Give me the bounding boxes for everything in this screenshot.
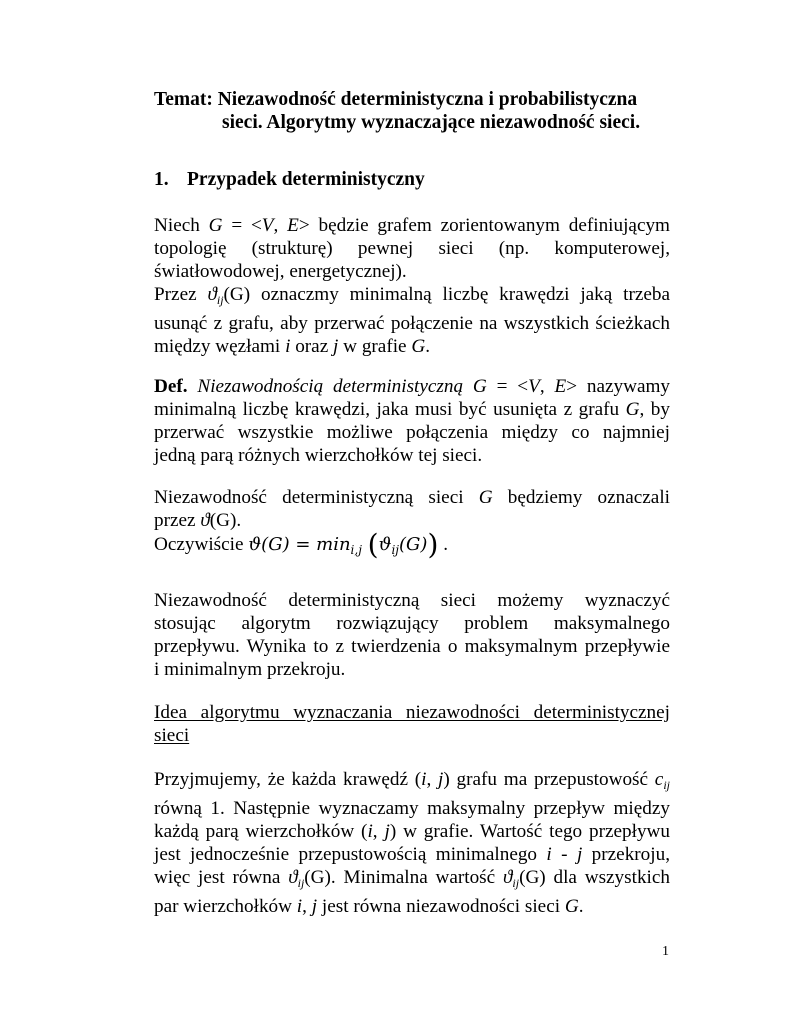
algorithm-line-2: równą 1. Następnie wyznaczamy maksymalny przepływ między xyxy=(154,798,670,819)
paragraph-intro xyxy=(154,214,670,358)
notation-line-1: Niezawodność deterministyczną sieci G będziemy oznaczali xyxy=(154,487,670,508)
formula-line: Oczywiście $ϑ(G) = \min_{i,j} (ϑ_{ij}(G))$ . xyxy=(154,528,448,561)
title-line-1: Temat: Niezawodność deterministyczna i probabilistyczna xyxy=(154,89,638,110)
page-number: 1 xyxy=(662,944,669,959)
max-flow-line-2: stosując algorytm rozwiązujący problem maksymalnego xyxy=(154,613,670,634)
algorithm-line-6: par wierzchołków i, j jest równa niezawodności sieci G. xyxy=(154,896,584,917)
algorithm-line-3: każdą parą wierzchołków (i, j) w grafie. Wartość tego przepływu xyxy=(154,821,671,842)
paragraph-max-flow xyxy=(154,589,670,681)
subheading-idea xyxy=(154,701,670,747)
idea-line-2: sieci xyxy=(154,725,190,746)
max-flow-line-1: Niezawodność deterministyczną sieci możemy wyznaczyć xyxy=(154,590,670,611)
definition-line-1: Def. Niezawodnością deterministyczną G = <V, E> nazywamy xyxy=(154,376,670,397)
intro-line-6: między węzłami i oraz j w grafie G. xyxy=(154,336,431,357)
definition-line-3: przerwać wszystkie możliwe połączenia między co najmniej xyxy=(154,422,670,443)
intro-line-2: topologię (strukturę) pewnej sieci (np. komputerowej, xyxy=(154,238,670,259)
max-flow-line-3: przepływu. Wynika to z twierdzenia o maksymalnym przepływie xyxy=(154,636,670,657)
paragraph-notation xyxy=(154,486,670,562)
max-flow-line-4: i minimalnym przekroju. xyxy=(154,659,346,680)
definition xyxy=(154,375,670,467)
formula: $ϑ(G) = \min_{i,j} (ϑ_{ij}(G))$ xyxy=(248,528,439,561)
title-line-2: sieci. Algorytmy wyznaczające niezawodność sieci. xyxy=(222,112,641,133)
section-number: 1. xyxy=(154,169,169,190)
document-title xyxy=(154,88,640,134)
section-title: Przypadek deterministyczny xyxy=(187,169,425,190)
paragraph-algorithm xyxy=(154,768,670,918)
definition-line-2: minimalną liczbę krawędzi, jaka musi być usunięta z grafu G, by xyxy=(154,399,670,420)
notation-line-2: przez ϑ(G). xyxy=(154,510,242,531)
algorithm-line-5: więc jest równa $ϑ_{ij}(G)$. Minimalna wartość $ϑ_{ij}(G)$ dla wszystkich xyxy=(154,867,670,890)
definition-label: Def. xyxy=(154,376,188,397)
algorithm-line-1: Przyjmujemy, że każda krawędź (i, j) grafu ma przepustowość $c_{ij}$ xyxy=(154,769,670,792)
intro-line-4: Przez $ϑ_{ij}(G)$ oznaczmy minimalną liczbę krawędzi jaką trzeba xyxy=(154,284,670,307)
section-heading xyxy=(154,169,425,191)
intro-line-3: światłowodowej, energetycznej). xyxy=(154,261,407,282)
algorithm-line-4: jest jednocześnie przepustowością minimalnego i - j przekroju, xyxy=(154,844,670,865)
intro-line-5: usunąć z grafu, aby przerwać połączenie na wszystkich ścieżkach xyxy=(154,313,670,334)
intro-line-1: Niech G = <V, E> będzie grafem zorientowanym definiującym xyxy=(154,215,670,236)
definition-line-4: jedną parą różnych wierzchołków tej sieci. xyxy=(154,445,483,466)
idea-line-1: Idea algorytmu wyznaczania niezawodności deterministycznej xyxy=(154,702,670,723)
